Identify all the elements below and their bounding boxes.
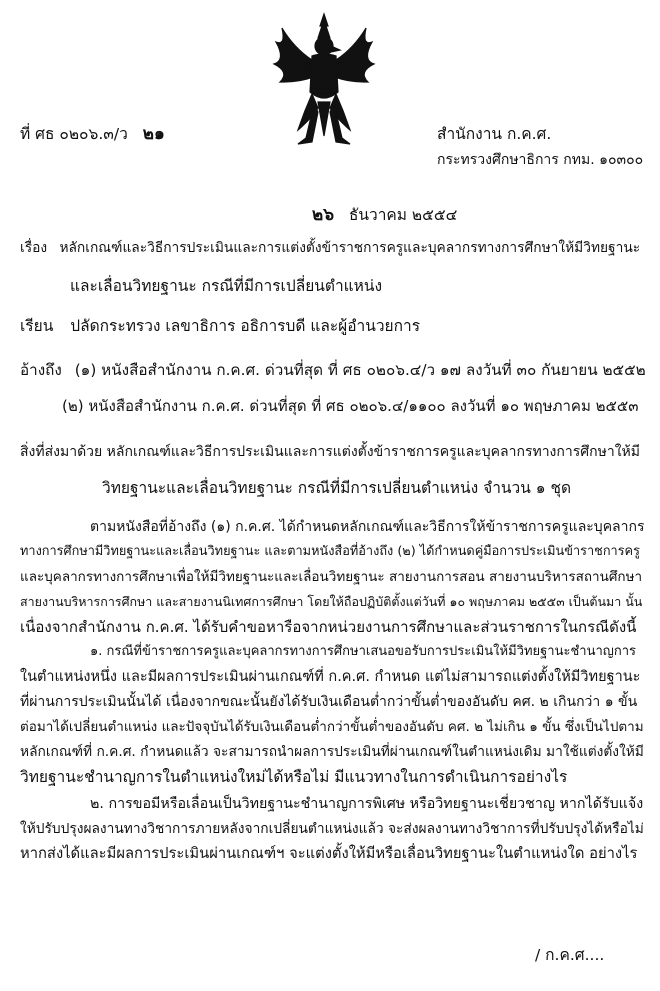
- body-line: ตามหนังสือที่อ้างถึง (๑) ก.ค.ศ. ได้กำหนดหลักเกณฑ์และวิธีการให้ข้าราชการครูและบุคลากร: [90, 519, 645, 535]
- subject-line-1: [20, 238, 640, 258]
- body-line: ที่ผ่านการประเมินนั้นได้ เนื่องจากขณะนั้นยังได้รับเงินเดือนต่ำกว่าขั้นต่ำของอันดับ คศ. ๒ เกินกว่า ๑ ขั้น: [20, 694, 638, 710]
- reference-item-1: (๑) หนังสือสำนักงาน ก.ค.ศ. ด่วนที่สุด ที่ ศธ ๐๒๐๖.๔/ว ๑๗ ลงวันที่ ๓๐ กันยายน ๒๕๕๒: [74, 361, 646, 379]
- date-day-handwritten: ๒๖: [312, 205, 334, 225]
- salutation-text: ปลัดกระทรวง เลขาธิการ อธิการบดี และผู้อำนวยการ: [70, 317, 421, 335]
- body-line: ทางการศึกษามีวิทยฐานะและเลื่อนวิทยฐานะ และตามหนังสือที่อ้างถึง (๒) ได้กำหนดคู่มือการประเมินข้าราชการครู: [20, 544, 640, 559]
- subject-label: เรื่อง: [20, 240, 48, 256]
- reference-1: [20, 360, 646, 380]
- body-line: หลักเกณฑ์ที่ ก.ค.ศ. กำหนดแล้ว จะสามารถนำผลการประเมินที่ผ่านเกณฑ์ในตำแหน่งเดิม มาใช้แต่งตั้งให้มี: [20, 744, 644, 760]
- body-line: และบุคลากรทางการศึกษาเพื่อให้มีวิทยฐานะและเลื่อนวิทยฐานะ สายงานการสอน สายงานบริหารสถานศึกษา: [20, 569, 643, 585]
- body-line: ๒. การขอมีหรือเลื่อนเป็นวิทยฐานะชำนาญการพิเศษ หรือวิทยฐานะเชี่ยวชาญ หากได้รับแจ้ง: [90, 796, 644, 812]
- reference-label: อ้างถึง: [20, 361, 62, 379]
- garuda-emblem-icon: [268, 12, 380, 152]
- body-line: เนื่องจากสำนักงาน ก.ค.ศ. ได้รับคำขอหารือจากหน่วยงานการศึกษาและส่วนราชการในกรณีดังนี้: [20, 618, 637, 636]
- office-name: สำนักงาน ก.ค.ศ.: [437, 125, 552, 143]
- salutation-label: เรียน: [20, 317, 54, 335]
- subject-text: หลักเกณฑ์และวิธีการประเมินและการแต่งตั้งข้าราชการครูและบุคลากรทางการศึกษาให้มีวิทยฐานะ: [59, 240, 641, 256]
- body-line: ให้ปรับปรุงผลงานทางวิชาการภายหลังจากเปลี่ยนตำแหน่งแล้ว จะส่งผลงานทางวิชาการที่ปรับปรุงได้หรือไม่: [20, 821, 644, 837]
- salutation: [20, 316, 420, 336]
- ref-line: [20, 124, 165, 144]
- body-line: สายงานบริหารการศึกษา และสายงานนิเทศการศึกษา โดยให้ถือปฏิบัติตั้งแต่วันที่ ๑๐ พฤษภาคม ๒๕๕๓ เป็นต้นมา นั้น: [20, 594, 643, 609]
- continuation-marker: / ก.ค.ศ....: [535, 946, 605, 964]
- enclosure-line-2: วิทยฐานะและเลื่อนวิทยฐานะ กรณีที่มีการเปลี่ยนตำแหน่ง จำนวน ๑ ชุด: [102, 479, 572, 497]
- body-line: ในตำแหน่งหนึ่ง และมีผลการประเมินผ่านเกณฑ์ที่ ก.ค.ศ. กำหนด แต่ไม่สามารถแต่งตั้งให้มีวิทยฐานะ: [20, 669, 641, 685]
- date-month-year: ธันวาคม ๒๕๕๔: [348, 206, 458, 224]
- ref-number-handwritten: ๒๑: [142, 124, 165, 144]
- body-line: ต่อมาได้เปลี่ยนตำแหน่ง และปัจจุบันได้รับเงินเดือนต่ำกว่าขั้นต่ำของอันดับ คศ. ๒ ไม่เกิน ๑ ขั้น ซึ่งเป็นไปตาม: [20, 719, 644, 735]
- enclosure-line-1: สิ่งที่ส่งมาด้วย หลักเกณฑ์และวิธีการประเมินและการแต่งตั้งข้าราชการครูและบุคลากรทางการศึกษาให้มี: [20, 444, 640, 460]
- letter-date: [312, 205, 457, 225]
- ref-number: ที่ ศธ ๐๒๐๖.๓/ว: [20, 125, 128, 143]
- subject-line-2: และเลื่อนวิทยฐานะ กรณีที่มีการเปลี่ยนตำแหน่ง: [70, 277, 383, 295]
- body-line: วิทยฐานะชำนาญการในตำแหน่งใหม่ได้หรือไม่ มีแนวทางในการดำเนินการอย่างไร: [20, 768, 568, 786]
- body-line: ๑. กรณีที่ข้าราชการครูและบุคลากรทางการศึกษาเสนอขอรับการประเมินให้มีวิทยฐานะชำนาญการ: [90, 644, 637, 659]
- ministry-address: กระทรวงศึกษาธิการ กทม. ๑๐๓๐๐: [437, 152, 644, 168]
- reference-item-2: (๒) หนังสือสำนักงาน ก.ค.ศ. ด่วนที่สุด ที่ ศธ ๐๒๐๖.๔/๑๑๐๐ ลงวันที่ ๑๐ พฤษภาคม ๒๕๕๓: [62, 397, 639, 415]
- body-line: หากส่งได้และมีผลการประเมินผ่านเกณฑ์ฯ จะแต่งตั้งให้มีหรือเลื่อนวิทยฐานะในตำแหน่งใด อย่างไร: [20, 845, 638, 862]
